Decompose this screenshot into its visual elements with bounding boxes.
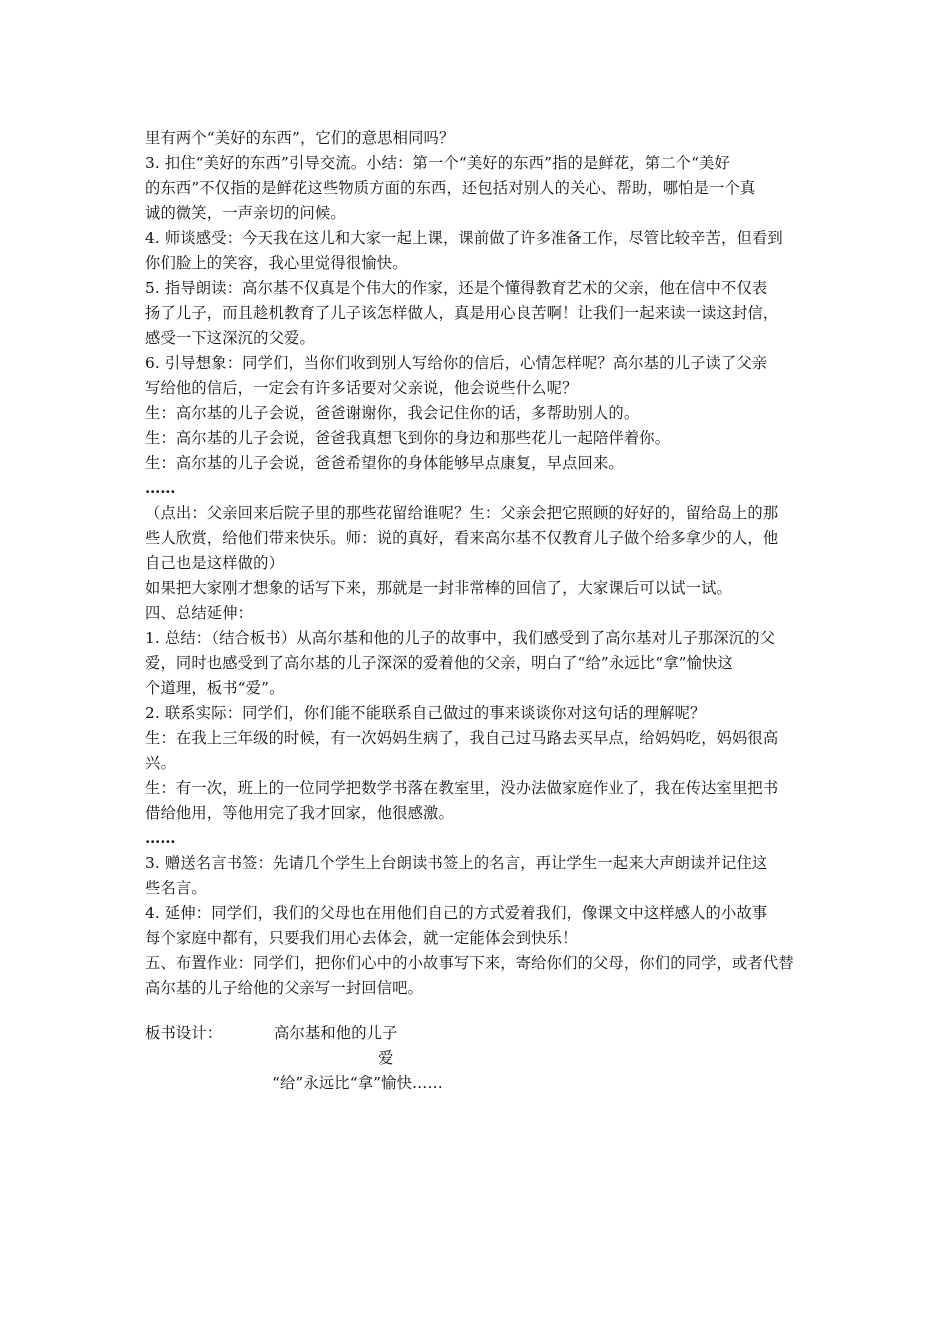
text-line: 兴。: [145, 754, 176, 772]
text-line: 些名言。: [145, 879, 207, 897]
text-line: 生：高尔基的儿子会说，爸爸我真想飞到你的身边和那些花儿一起陪伴着你。: [145, 429, 671, 447]
text-line: 2. 联系实际：同学们，你们能不能联系自己做过的事来谈谈你对这句话的理解呢？: [145, 704, 706, 722]
text-line: 4. 师谈感受：今天我在这儿和大家一起上课，课前做了许多准备工作，尽管比较辛苦，但看到: [145, 229, 783, 247]
text-line: 扬了儿子，而且趁机教育了儿子该怎样做人，真是用心良苦啊！让我们一起来读一读这封信，: [145, 304, 779, 322]
text-line: 高尔基的儿子给他的父亲写一封回信吧。: [145, 979, 424, 997]
board-design-title: 高尔基和他的儿子: [274, 1024, 398, 1042]
text-line: 1. 总结：（结合板书）从高尔基和他的儿子的故事中，我们感受到了高尔基对儿子那深沉的父: [145, 629, 776, 647]
text-line: 6. 引导想象：同学们，当你们收到别人写给你的信后，心情怎样呢？高尔基的儿子读了父亲: [145, 354, 768, 372]
section-heading: 四、总结延伸：: [145, 604, 254, 622]
text-line: 些人欣赏，给他们带来快乐。师：说的真好，看来高尔基不仅教育儿子做个给多拿少的人，他: [145, 529, 779, 547]
text-line: 写给他的信后，一定会有许多话要对父亲说，他会说些什么呢？: [145, 379, 578, 397]
text-line: 的东西”不仅指的是鲜花这些物质方面的东西，还包括对别人的关心、帮助，哪怕是一个真: [145, 179, 756, 197]
text-line: 感受一下这深沉的父爱。: [145, 329, 315, 347]
text-line: （点出：父亲回来后院子里的那些花留给谁呢？生：父亲会把它照顾的好好的，留给岛上的那: [145, 504, 779, 522]
text-line: 借给他用，等他用完了我才回家，他很感激。: [145, 804, 454, 822]
text-line: 五、布置作业：同学们，把你们心中的小故事写下来，寄给你们的父母，你们的同学，或者代替: [145, 954, 794, 972]
board-design-label: 板书设计：: [145, 1024, 223, 1042]
text-line: 3. 扣住“美好的东西”引导交流。小结：第一个“美好的东西”指的是鲜花，第二个“美好: [145, 154, 730, 172]
text-line: 个道理，板书“爱”。: [145, 679, 285, 697]
ellipsis-line: ……: [145, 829, 176, 847]
text-line: 里有两个“美好的东西”，它们的意思相同吗？: [145, 129, 455, 147]
text-line: 5. 指导朗读：高尔基不仅真是个伟大的作家，还是个懂得教育艺术的父亲，他在信中不仅表: [145, 279, 768, 297]
text-line: 生：在我上三年级的时候，有一次妈妈生病了，我自己过马路去买早点，给妈妈吃，妈妈很高: [145, 729, 779, 747]
text-line: 生：高尔基的儿子会说，爸爸谢谢你，我会记住你的话，多帮助别人的。: [145, 404, 640, 422]
text-line: 生：高尔基的儿子会说，爸爸希望你的身体能够早点康复，早点回来。: [145, 454, 624, 472]
text-line: 4. 延伸：同学们，我们的父母也在用他们自己的方式爱着我们，像课文中这样感人的小故事: [145, 904, 768, 922]
board-design-bottom: “给”永远比“拿”愉快……: [272, 1074, 443, 1092]
text-line: 3. 赠送名言书签：先请几个学生上台朗读书签上的名言，再让学生一起来大声朗读并记住这: [145, 854, 768, 872]
text-line: 每个家庭中都有，只要我们用心去体会，就一定能体会到快乐！: [145, 929, 578, 947]
text-line: 生：有一次，班上的一位同学把数学书落在教室里，没办法做家庭作业了，我在传达室里把书: [145, 779, 779, 797]
text-line: 自己也是这样做的）: [145, 554, 285, 572]
text-line: 你们脸上的笑容，我心里觉得很愉快。: [145, 254, 408, 272]
board-design-center: 爱: [378, 1049, 394, 1067]
text-line: 诚的微笑，一声亲切的问候。: [145, 204, 346, 222]
ellipsis-line: ……: [145, 479, 176, 497]
text-line: 如果把大家刚才想象的话写下来，那就是一封非常棒的回信了，大家课后可以试一试。: [145, 579, 732, 597]
text-line: 爱，同时也感受到了高尔基的儿子深深的爱着他的父亲，明白了“给”永远比“拿”愉快这: [145, 654, 733, 672]
